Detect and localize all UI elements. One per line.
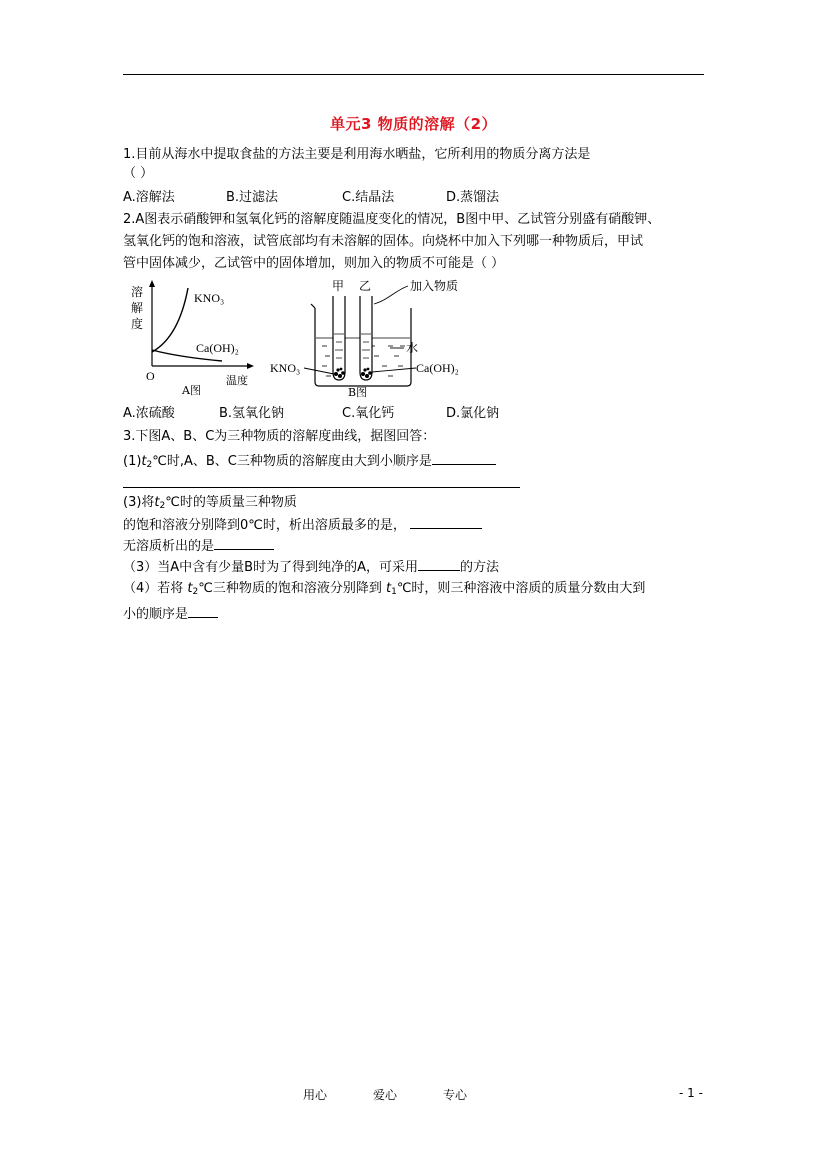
q3-part-1-t: t (141, 454, 147, 469)
figure-b-tube-jia (333, 296, 345, 380)
q1-answer-paren: （ ） (123, 166, 154, 181)
q3-part-3-line-1 (123, 495, 297, 514)
figure-b-tube-jia-label: 甲 (332, 279, 345, 293)
figure-a-caption: A图 (182, 384, 201, 397)
q3-part-1-answer-line[interactable] (123, 487, 520, 488)
figure-a-solubility-graph (130, 280, 260, 400)
q2-option-d: D.氯化钠 (446, 406, 500, 421)
figure-b-beaker-lip (311, 304, 315, 308)
q2-option-c: C.氧化钙 (342, 406, 395, 421)
figure-a-y-arrow (149, 280, 155, 287)
q3-part-3-text: ℃时的等质量三种物质 (165, 495, 297, 510)
q3-part-1-sub: 2 (146, 460, 153, 470)
figure-a-caoh2-label: Ca(OH)₂ (196, 341, 239, 355)
figure-b-beaker-diagram (270, 278, 470, 402)
figure-a-kno3-label: KNO₃ (194, 291, 225, 305)
q3-part-3b-text: （3）当A中含有少量B时为了得到纯净的A，可采用 (123, 560, 418, 575)
q2-line-3: 管中固体减少，乙试管中的固体增加，则加入的物质不可能是（ ） (123, 256, 505, 271)
q3-part-4-text: ℃时，则三种溶液中溶质的质量分数由大到 (396, 581, 646, 596)
q3-part-3-blank-1[interactable] (410, 516, 482, 529)
q3-part-1-prefix: (1) (123, 454, 142, 469)
figure-b-water-label: 水 (406, 341, 419, 355)
figure-b-caoh2-label: Ca(OH)₂ (416, 361, 459, 375)
figure-b-caption: B图 (348, 386, 368, 399)
q1-stem: 1.目前从海水中提取食盐的方法主要是利用海水晒盐，它所利用的物质分离方法是 (123, 147, 591, 162)
figure-b-kno3-pointer (304, 368, 334, 374)
q2-option-b: B.氢氧化钠 (219, 406, 285, 421)
page-title: 单元3 物质的溶解（2） (329, 115, 498, 133)
q3-part-4-line-2 (123, 605, 218, 623)
q1-option-d: D.蒸馏法 (446, 190, 500, 205)
footer-item-1: 用心 (303, 1088, 328, 1102)
q3-part-4-sub2: 1 (391, 587, 397, 597)
figure-a-kno3-curve (152, 288, 188, 352)
q3-part-4-blank[interactable] (188, 605, 218, 618)
q3-part-4-line-1 (123, 581, 645, 600)
figure-b-caoh2-pointer (372, 368, 416, 372)
q3-part-3b-blank[interactable] (418, 558, 460, 571)
q3-part-1-text: ℃时,A、B、C三种物质的溶解度由大到小顺序是 (152, 454, 432, 469)
q1-option-b: B.过滤法 (226, 190, 279, 205)
figure-a-ylabel-2: 解 (131, 301, 144, 315)
q2-line-2: 氢氧化钙的饱和溶液，试管底部均有未溶解的固体。向烧杯中加入下列哪一种物质后，甲试 (123, 234, 644, 249)
q3-part-1-blank[interactable] (432, 452, 496, 465)
footer-item-2: 爱心 (373, 1088, 398, 1102)
q3-part-4-t: t (187, 581, 193, 596)
q3-part-4-mid: ℃三种物质的饱和溶液分别降到 (198, 581, 386, 596)
q3-part-3-text-3: 无溶质析出的是 (123, 539, 215, 554)
figure-b-kno3-label: KNO₃ (270, 361, 301, 375)
q3-part-4-prefix: （4）若将 (123, 581, 188, 596)
figure-a-ylabel-3: 度 (131, 317, 144, 331)
q3-part-3-t: t (154, 495, 160, 510)
page-number: - 1 - (679, 1086, 703, 1100)
figure-a-x-arrow (247, 363, 254, 369)
q3-part-1 (123, 452, 496, 473)
q3-part-4-t2: t (385, 581, 392, 596)
figure-a-origin: O (146, 369, 155, 383)
q1-option-a: A.溶解法 (123, 190, 175, 205)
q1-option-c: C.结晶法 (342, 190, 395, 205)
q3-part-3b-suffix: 的方法 (459, 560, 499, 575)
figure-a-xlabel: 温度 (226, 374, 248, 387)
q3-part-3-sub: 2 (159, 501, 166, 511)
figure-b-tube-yi-label: 乙 (359, 279, 372, 293)
figure-b-added-label: 加入物质 (410, 279, 459, 293)
q3-part-3b-line (123, 558, 499, 576)
q3-part-3-prefix: (3)将 (123, 495, 155, 510)
figure-b-added-pointer (374, 286, 408, 304)
q3-part-3-blank-2[interactable] (214, 537, 274, 550)
q3-part-4-sub: 2 (192, 587, 199, 597)
footer-item-3: 专心 (443, 1088, 468, 1102)
header-rule (123, 74, 704, 75)
q2-option-a: A.浓硫酸 (123, 406, 175, 421)
q3-part-3-line-2 (123, 516, 482, 534)
q3-part-3-line-3 (123, 537, 274, 555)
figure-a-ylabel-1: 溶 (131, 285, 144, 299)
q3-part-3-text-2: 的饱和溶液分别降到0℃时，析出溶质最多的是， (123, 518, 406, 533)
q3-part-4-text-2: 小的顺序是 (123, 607, 189, 622)
figure-b-tube-yi (360, 296, 372, 380)
q2-line-1: 2.A图表示硝酸钾和氢氧化钙的溶解度随温度变化的情况，B图中甲、乙试管分别盛有硝酸钾、 (123, 212, 661, 227)
q3-stem: 3.下图A、B、C为三种物质的溶解度曲线，据图回答： (123, 429, 436, 444)
